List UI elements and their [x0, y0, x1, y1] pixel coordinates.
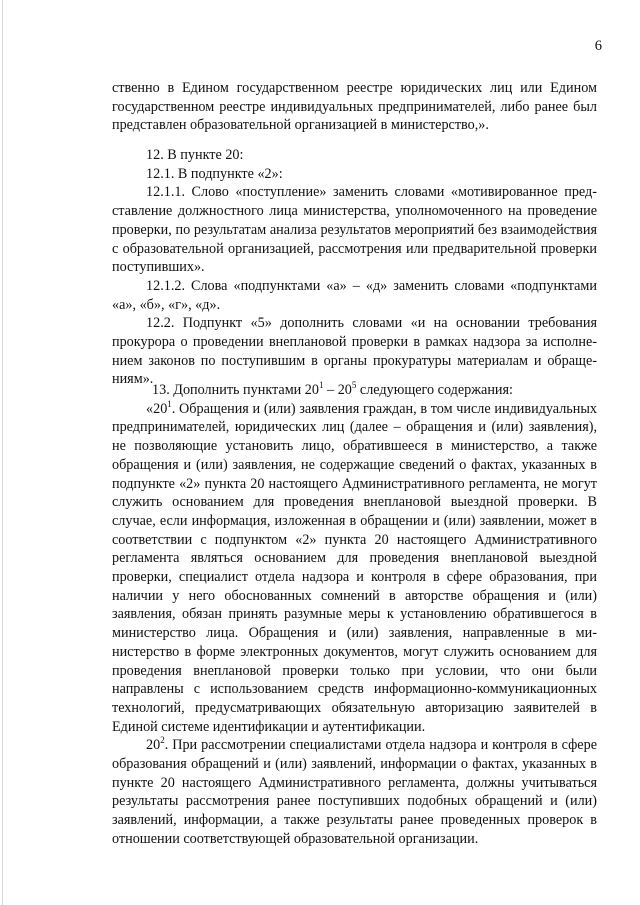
- heading-dash: – 20: [323, 382, 352, 398]
- section-12-heading: 12. В пункте 20:: [146, 147, 244, 163]
- section-12: [112, 146, 597, 389]
- heading-sup-1: 1: [319, 380, 324, 390]
- heading-sup-5: 5: [351, 380, 357, 390]
- intro-paragraph: ственно в Едином государственном реестре юридических лиц или Едином государственном реестре индивидуальных предпринимателей, либо ранее был представлен образовательной организацией в министерство,».: [112, 80, 597, 134]
- point-20-2: [112, 736, 597, 848]
- page-number: 6: [594, 38, 602, 54]
- point-20-2-sup: 2: [160, 735, 165, 746]
- section-13-heading: [112, 381, 597, 400]
- point-20-2-text: . При рассмотрении специалистами отдела надзора и контроля в сфере образования обращений и (или) заявлений, информации о фактах, указанных в пункте 20 настоящего Административного регламента, должны учитываться результаты рассмотрения ранее поступивших подобных обращений и (или) заявлений, информации, а также результаты ранее проведенных проверок в отношении соответствующей образовательной организации.: [112, 737, 597, 847]
- intro-block: [112, 79, 597, 135]
- item-12-2: 12.2. Подпункт «5» дополнить словами «и на основании требования прокурора о проведении внеплановой проверки в рамках надзора за исполнением законов по поступившим в органы прокуратуры материалам и обращениям».: [112, 315, 597, 388]
- point-20-1-text: . Обращения и (или) заявления граждан, в том числе индивидуальных предпринимателей, юридических лиц (далее – обращения и (или) заявления), не позволяющие установить лицо, обратившееся в министерство, а также обращения и (или) заявления, не содержащие сведений о фактах, указанных в подпункте «2» пункта 20 настоящего Административного регламента, не могут служить основанием для проведения внеплановой выездной проверки. В случае, если информация, изложенная в обращении и (или) заявлении, может в соответствии с подпунктом «2» пункта 20 настоящего Административного регламента являться основанием для проведения внеплановой выездной проверки, специалист отдела надзора и контроля в сфере образования, при наличии у него обоснованных сомнений в авторстве обращения и (или) заявления, обязан принять разумные меры к установлению обратившeгося в министерство лица. Обращения и (или) заявления, направленные в министерство в форме электронных документов, могут служить основанием для проведения внеплановой проверки только при условии, что они были направлены с использованием средств информационно-коммуникационных технологий, предусматривающих обязательную авторизацию заявителей в Единой системе идентификации и аутентификации.: [112, 400, 597, 735]
- heading-suffix: следующего содержания:: [356, 382, 513, 398]
- point-20-1-prefix: «20: [146, 400, 168, 417]
- point-20-1: [112, 400, 597, 737]
- section-13: [112, 381, 597, 849]
- item-12-1: 12.1. В подпункте «2»:: [146, 165, 283, 182]
- item-12-1-1: 12.1.1. Слово «поступление» заменить словами «мотивированное представление должностного лица министерства, уполномоченного на проведение проверки, по результатам анализа результатов мероприятий без взаимодействия с образовательной организацией, рассмотрения или предварительной проверки поступивших».: [112, 184, 597, 276]
- heading-prefix: 13. Дополнить пунктами 20: [152, 382, 319, 398]
- point-20-1-sup: 1: [167, 398, 172, 409]
- scan-edge-line: [2, 0, 3, 905]
- item-12-1-2: 12.1.2. Слова «подпунктами «а» – «д» заменить словами «подпунктами «а», «б», «г», «д».: [112, 277, 597, 313]
- point-20-2-prefix: 20: [146, 737, 161, 754]
